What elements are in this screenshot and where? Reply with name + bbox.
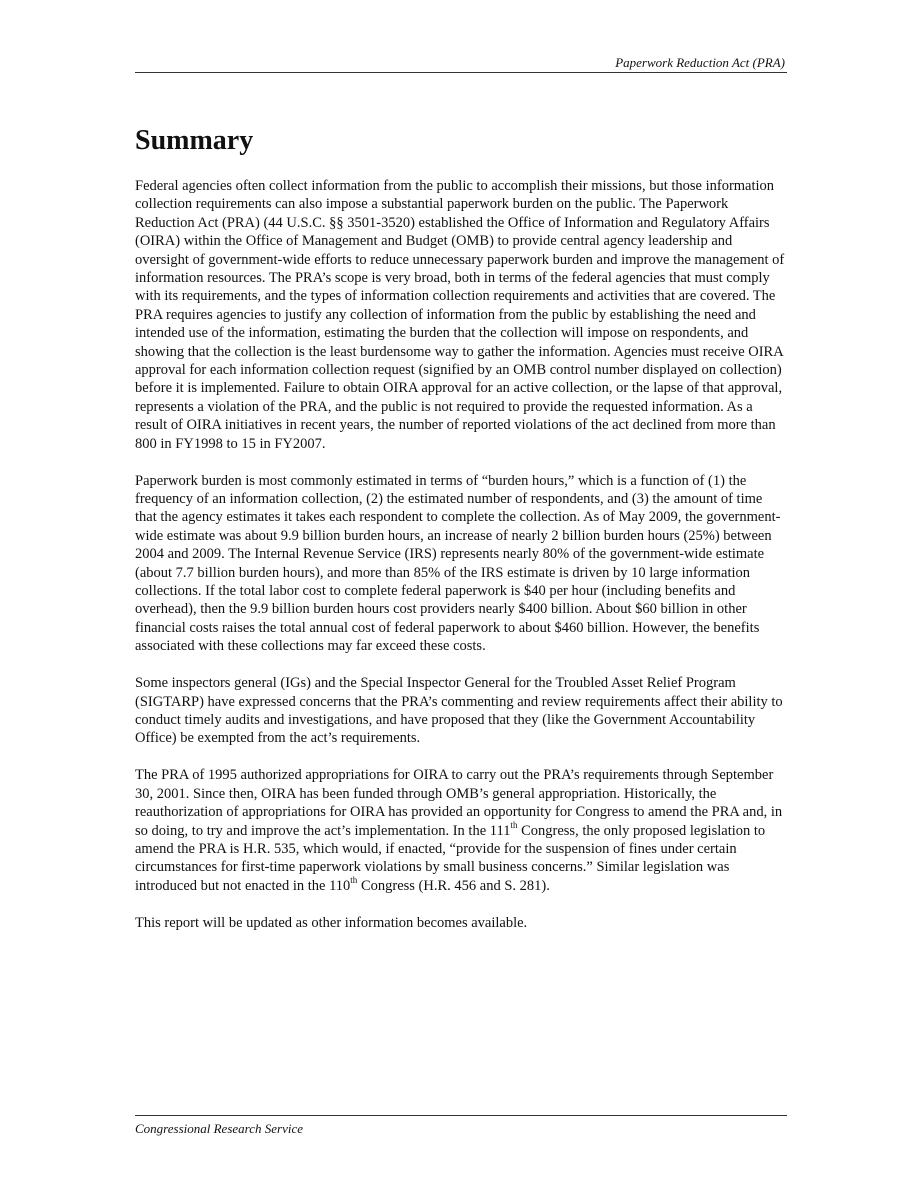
page-title: Summary <box>135 125 254 156</box>
running-header-title: Paperwork Reduction Act (PRA) <box>615 55 785 70</box>
paragraph-purpose: Federal agencies often collect information from the public to accomplish their missions, but those information collection requirements can also impose a substantial paperwork burden on the public. The Paperwork Reduction Act (PRA) (44 U.S.C. §§ 3501-3520) established the Office of Information and Regulatory Affairs (OIRA) within the Office of Management and Budget (OMB) to provide central agency leadership and oversight of government-wide efforts to reduce unnecessary paperwork burden and improve the management of information resources. The PRA’s scope is very broad, both in terms of the federal agencies that must comply with its requirements, and the types of information collection requirements and activities that are covered. The PRA requires agencies to justify any collection of information from the public by establishing the need and intended use of the information, estimating the burden that the collection will impose on respondents, and showing that the collection is the least burdensome way to gather the information. Agencies must receive OIRA approval for each information collection request (signified by an OMB control number displayed on collection) before it is implemented. Failure to obtain OIRA approval for an active collection, or the lapse of that approval, represents a violation of the PRA, and the public is not required to provide the requested information. As a result of OIRA initiatives in recent years, the number of reported violations of the act declined from more than 800 in FY1998 to 15 in FY2007. <box>135 178 785 452</box>
paragraph-update-note: This report will be updated as other information becomes available. <box>135 914 528 931</box>
paragraph-burden-hours: Paperwork burden is most commonly estimated in terms of “burden hours,” which is a function of (1) the frequency of an information collection, (2) the estimated number of respondents, and (3) the amount of time that the agency estimates it takes each respondent to complete the collection. As of May 2009, the government-wide estimate was about 9.9 billion burden hours, an increase of nearly 2 billion burden hours (25%) between 2004 and 2009. The Internal Revenue Service (IRS) represents nearly 80% of the government-wide estimate (about 7.7 billion burden hours), and more than 85% of the IRS estimate is driven by 10 large information collections. If the total labor cost to complete federal paperwork is $40 per hour (including benefits and overhead), then the 9.9 billion burden hours cost providers nearly $400 billion. About $60 billion in other financial costs raises the total annual cost of federal paperwork to about $460 billion. However, the benefits associated with these collections may far exceed these costs. <box>135 472 781 655</box>
running-footer-organization: Congressional Research Service <box>135 1121 303 1136</box>
ordinal-suffix-110: th <box>350 874 358 885</box>
appropriations-text-part1: The PRA of 1995 authorized appropriations for OIRA to carry out the PRA’s requirements through September 30, 2001. Since then, OIRA has been funded through OMB’s general appropriation. Historically, the reauthorization of appropriations for OIRA has provided an opportunity for Congress to amend the PRA and, in so doing, to try and improve the act’s implementation. In the 111 <box>135 767 783 839</box>
paragraph-appropriations <box>135 766 787 895</box>
ordinal-suffix-111: th <box>510 819 518 830</box>
appropriations-text-part3: Congress (H.R. 456 and S. 281). <box>357 877 550 894</box>
header-divider <box>135 72 787 73</box>
appropriations-text-part2: Congress, the only proposed legislation to amend the PRA is H.R. 535, which would, if enacted, “provide for the suspension of fines under certain circumstances for first-time paperwork violations by small business concerns.” Similar legislation was introduced but not enacted in the 110 <box>135 822 766 894</box>
footer-divider <box>135 1115 787 1116</box>
summary-body <box>135 177 787 951</box>
paragraph-inspectors-general: Some inspectors general (IGs) and the Special Inspector General for the Troubled Asset Relief Program (SIGTARP) have expressed concerns that the PRA’s commenting and review requirements affect their ability to conduct timely audits and investigations, and have proposed that they (like the Government Accountability Office) be exempted from the act’s requirements. <box>135 675 783 747</box>
